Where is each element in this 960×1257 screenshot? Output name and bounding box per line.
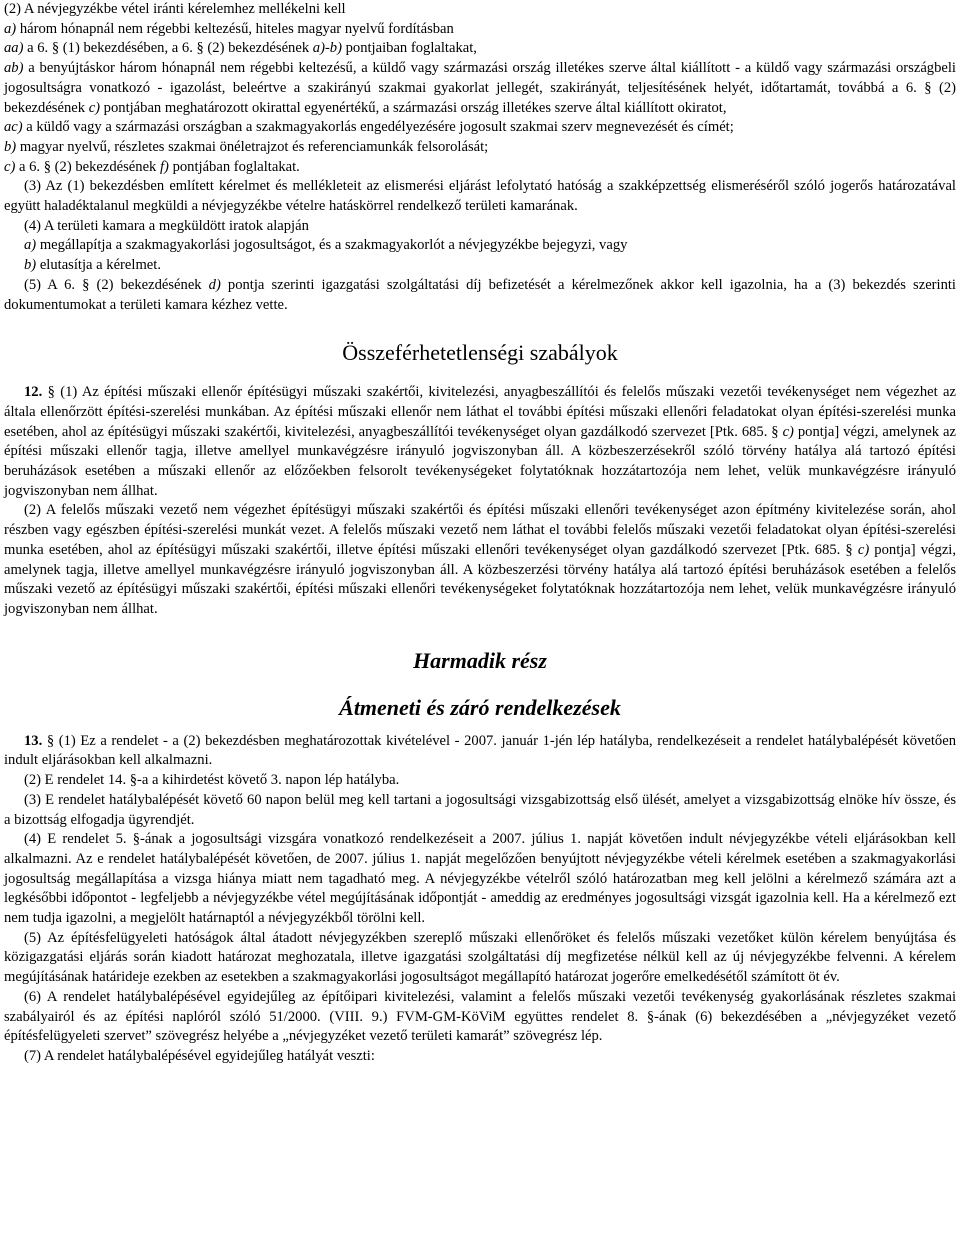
text: a 6. § (2) bekezdésének [15,158,160,175]
text: pontjában meghatározott okirattal egyenértékű, a származási ország illetékes szerve által kiállított okiratot, [100,99,727,116]
text: (5) Az építésfelügyeleti hatóságok által átadott névjegyzékben szereplő műszaki ellenőröket és felelős műszaki vezetőket külön kérelem benyújtása és közigazgatási eljárás során kiadott határozat meghozatala, illetve igazgatási szolgáltatási díj megfizetése nélkül kell az új névjegyzékbe felvenni. A kérelem megújításának határideje ezekben az esetekben a szakmagyakorlási jogosultságot megállapító határozat jogerőre emelkedésétől számított öt év. [4,929,956,986]
text: (2) A névjegyzékbe vétel iránti kérelemhez mellékelni kell [4,1,346,17]
point-ac [4,118,956,138]
text: (6) A rendelet hatálybalépésével egyidejűleg az építőipari kivitelezési, valamint a felelős műszaki vezetői tevékenység gyakorlásának részletes szakmai szabályairól és az építési naplóról szóló 51/2000. (VIII. 9.) FVM-GM-KöViM együttes rendelet 8. §-ának (6) bekezdésében a „névjegyzéket vezető építésfelügyeleti szervet” szövegrész helyébe a „névjegyzéket vezető területi kamarát” szövegrész lép. [4,988,956,1045]
text: pontjaiban foglaltakat, [341,40,477,57]
point-label: c) [4,158,16,175]
section-number: 13. [24,732,43,749]
paragraph-4-point-a [4,236,956,256]
part-title: Harmadik rész [413,647,547,673]
text: (3) E rendelet hatálybalépését követő 60 napon belül meg kell tartani a jogosultsági vizsgabizottság első ülését, amelyet a vizsgabizottság elnöke hív össze, és a bizottság elfogadja ügyrendjét. [4,791,956,828]
section-title: Összeférhetetlenségi szabályok [342,340,618,366]
text: § (1) Az építési műszaki ellenőr építésügyi műszaki szakértői, kivitelezési, anyagbeszállítói és felelős műszaki vezetői tevékenységet nem végezhet az általa ellenőrzött építési-szerelési munkában. Az építési műszaki ellenőr nem láthat el további építési műszaki ellenőri feladatokat olyan építési-szerelési munka esetében, ahol az építésügyi műszaki szakértői, kivitelezési, anyagbeszállítói tevékenységet olyan gazdálkodó szervezet [Ptk. 685. § [4,384,956,440]
section-number: 12. [24,384,43,401]
point-ab [4,59,956,118]
point-ref: c) [782,423,794,440]
text: (2) A felelős műszaki vezető nem végezhet építésügyi műszaki szakértői és építési műszaki ellenőri tevékenységet azon építmény kivitelezése során, ahol részben vagy egészben építési-szerelési munkát vezet. A felelős műszaki vezető nem láthat el további felelős műszaki vezetői feladatokat olyan építési-szerelési munka esetében, ahol az építésügyi műszaki szakértői, illetve építési műszaki ellenőri tevékenységet olyan gazdálkodó szervezet [Ptk. 685. § [4,502,956,558]
text: (4) A területi kamara a megküldött iratok alapján [24,217,309,234]
point-a [4,20,956,40]
text: (2) E rendelet 14. §-a a kihirdetést követő 3. napon lép hatályba. [24,772,400,789]
text: (7) A rendelet hatálybalépésével egyidejűleg hatályát veszti: [24,1047,375,1064]
point-aa [4,39,956,59]
point-label: a) [24,237,37,254]
point-ref: c) [88,99,101,116]
section-13-paragraph-3 [4,791,956,830]
section-13-paragraph-2 [4,771,956,791]
section-13-paragraph-5 [4,929,956,988]
point-b [4,138,956,158]
text: (4) E rendelet 5. §-ának a jogosultsági vizsgára vonatkozó rendelkezéseit a 2007. július 1. napját követően indult névjegyzékbe vételi eljárásokban kell alkalmazni. Az e rendelet hatálybalépését követően, de 2007. július 1. napját megelőzően benyújtott névjegyzékbe vételi kérelmek esetében a szakmagyakorlási jogosultság megállapítása a vizsga hiánya miatt nem tagadható meg. A névjegyzékbe vételről szóló határozatban meg kell jelölni a kérelmező számára azt a legkésőbbi időpontot - legfeljebb a névjegyzékbe vétel megújításának időpontját - ameddig az eredményes jogosultsági vizsgát igazolnia kell. Ha a kérelmező ezt nem tudja igazolni, a megjelölt határnaptól a névjegyzékből törölni kell. [4,831,956,927]
text: pontja szerinti igazgatási szolgáltatási díj befizetését a kérelmezőnek akkor kell igazolnia, ha a (3) bekezdés szerinti dokumentumokat a területi kamara kézhez vette. [4,276,956,313]
section-13-paragraph-7 [4,1047,956,1067]
text: megállapítja a szakmagyakorlási jogosultságot, és a szakmagyakorlót a névjegyzékbe bejegyzi, vagy [36,237,628,254]
point-label: aa) [4,40,24,57]
point-ref: d) [208,276,221,293]
text: a benyújtáskor három hónapnál nem régebbi keltezésű, a küldő vagy származási ország illetékes szerve által kiállított - a küldő vagy származási országbeli jogosultságra vonatkozó - igazolást, beleértve a szakirányú szakmai gyakorlat jellegét, szakirányát, teljesítésének helyét, időtartamát, továbbá a 6. § (2) bekezdésének [4,60,956,116]
point-ref: a)-b) [312,40,342,57]
point-ref: f) [160,158,169,175]
text: három hónapnál nem régebbi keltezésű, hiteles magyar nyelvű fordításban [16,20,454,37]
paragraph-5 [4,276,956,315]
text: pontja] végzi, amelynek tagja, illetve amellyel munkavégzésre irányuló jogviszonyban áll. A közbeszerzési törvény hatálya alá tartozó építési beruházások esetében a felelős műszaki vezető az építésügyi műszaki szakértői, építési műszaki ellenőri tevékenységeket folytatóknak hozzátartozója nem lehet, velük munkavégzésre irányuló jogviszonyban nem állhat. [4,541,956,617]
section-13-paragraph-4 [4,830,956,929]
paragraph-4 [4,217,956,237]
point-label: ab) [4,60,24,77]
point-ref: c) [857,541,870,558]
part-subtitle: Átmeneti és záró rendelkezések [339,694,621,720]
point-c [4,158,956,178]
text: pontja] végzi, amelynek az építési műszaki ellenőr tagja, illetve amellyel munkavégzésre irányuló jogviszonyban áll. A közbeszerzésekről szóló törvény hatálya alá tartozó építési beruházások esetében a műszaki ellenőr az előzőekben felsorolt tevékenységeket folytatóknak hozzátartozója nem lehet, velük munkavégzésre irányuló jogviszonyban nem állhat. [4,423,956,499]
text: a 6. § (1) bekezdésében, a 6. § (2) bekezdésének [23,40,313,57]
paragraph-4-point-b [4,256,956,276]
text: a küldő vagy a származási országban a szakmagyakorlás engedélyezésére jogosult szakmai szerv megnevezését és címét; [22,119,734,136]
text: § (1) Ez a rendelet - a (2) bekezdésben meghatározottak kivételével - 2007. január 1-jén lép hatályba, rendelkezéseit a rendelet hatálybalépését követően indult eljárásokban kell alkalmazni. [4,732,956,769]
text: (3) Az (1) bekezdésben említett kérelmet és mellékleteit az elismerési eljárást lefolytató hatóság a szakképzettség elismeréséről szóló jogerős határozatával együtt haladéktalanul megküldi a névjegyzékbe vételre hatáskörrel rendelkező területi kamarának. [4,178,956,215]
section-13-paragraph-1 [4,732,956,771]
point-label: a) [4,20,17,37]
text: elutasítja a kérelmet. [36,257,161,274]
point-label: b) [4,138,17,155]
text: (5) A 6. § (2) bekezdésének [24,276,209,293]
section-12-paragraph-2 [4,501,956,619]
paragraph-2-intro [4,0,956,20]
point-label: ac) [4,119,23,136]
paragraph-3 [4,177,956,216]
text: magyar nyelvű, részletes szakmai önéletrajzot és referenciamunkák felsorolását; [16,138,489,155]
text: pontjában foglaltakat. [168,158,300,175]
section-12-paragraph-1 [4,383,956,501]
section-13-paragraph-6 [4,988,956,1047]
point-label: b) [24,257,37,274]
